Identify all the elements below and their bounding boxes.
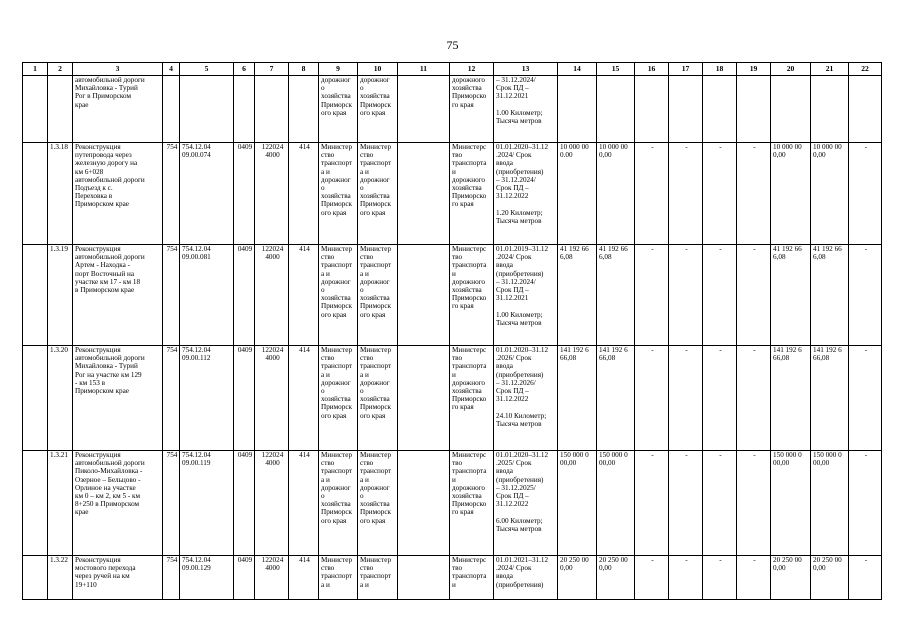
table-row <box>23 556 882 600</box>
table-cell <box>771 76 811 143</box>
table-cell <box>23 451 48 556</box>
table-cell: – 31.12.2024/ Срок ПД – 31.12.2021 1.00 Километр; Тысяча метров <box>494 76 558 143</box>
table-cell <box>597 76 635 143</box>
table-cell <box>23 346 48 451</box>
table-cell: Министерс тво транспорта и дорожного хозяйства Приморско го края <box>450 451 494 556</box>
table-cell: 0409 <box>234 245 255 346</box>
table-cell <box>23 76 48 143</box>
table-cell <box>811 76 849 143</box>
table-cell: 01.01.2021–31.12 .2024/ Срок ввода (приобретения) <box>494 556 558 600</box>
table-cell: 41 192 66 6,08 <box>811 245 849 346</box>
table-cell: 0409 <box>234 143 255 245</box>
table-cell: 20 250 00 0,00 <box>811 556 849 600</box>
table-cell <box>398 245 450 346</box>
table-cell: 414 <box>289 245 319 346</box>
table-cell: - <box>737 346 771 451</box>
page-number: 75 <box>446 38 459 52</box>
column-header: 13 <box>494 63 558 76</box>
table-cell: - <box>635 143 669 245</box>
column-header: 20 <box>771 63 811 76</box>
table-cell: 1.3.18 <box>48 143 73 245</box>
table-cell <box>48 76 73 143</box>
table-cell: дорожног о хозяйства Приморск ого края <box>319 76 358 143</box>
column-header: 21 <box>811 63 849 76</box>
table-cell <box>558 76 597 143</box>
table-cell: - <box>703 143 737 245</box>
table-cell: - <box>669 143 703 245</box>
table-cell: - <box>849 143 882 245</box>
table-cell: 41 192 66 6,08 <box>597 245 635 346</box>
table-cell: 754 <box>163 346 180 451</box>
table-cell <box>398 556 450 600</box>
table-cell: Министерс тво транспорта и дорожного хозяйства Приморско го края <box>450 346 494 451</box>
table-cell: - <box>669 245 703 346</box>
table-row <box>23 76 882 143</box>
table-cell: - <box>635 346 669 451</box>
table-cell: Министер ство транспорт а и дорожног о хозяйства Приморск ого края <box>358 346 398 451</box>
table-cell <box>635 76 669 143</box>
table-cell <box>234 76 255 143</box>
table-cell: Министер ство транспорт а и <box>319 556 358 600</box>
table-cell: Реконструкция автомобильной дороги Артем - Находка - порт Восточный на участке км 17 - км 18 в Приморском крае <box>73 245 163 346</box>
table-cell: 414 <box>289 346 319 451</box>
table-cell: - <box>703 451 737 556</box>
column-header: 10 <box>358 63 398 76</box>
table-cell <box>23 556 48 600</box>
table-cell: 10 000 00 0.00 <box>558 143 597 245</box>
table-cell: - <box>737 143 771 245</box>
table-cell: 01.01.2020–31.12 .2026/ Срок ввода (приобретения) – 31.12.2026/ Срок ПД – 31.12.2022 24.10 Километр; Тысяча метров <box>494 346 558 451</box>
table-cell: 122024 4000 <box>255 556 289 600</box>
table-cell <box>398 346 450 451</box>
table-cell: Министер ство транспорт а и дорожног о хозяйства Приморск ого края <box>319 451 358 556</box>
table-cell: - <box>737 245 771 346</box>
table-cell: 10 000 00 0,00 <box>597 143 635 245</box>
table-cell: - <box>703 556 737 600</box>
column-header: 22 <box>849 63 882 76</box>
table-cell <box>255 76 289 143</box>
table-cell: - <box>669 451 703 556</box>
table-cell: 754 <box>163 556 180 600</box>
table-cell: 10 000 00 0,00 <box>811 143 849 245</box>
table-cell: 41 192 66 6,08 <box>558 245 597 346</box>
table-cell: 1.3.20 <box>48 346 73 451</box>
column-header: 2 <box>48 63 73 76</box>
table-cell: Министерс тво транспорта и дорожного хозяйства Приморско го края <box>450 143 494 245</box>
table-cell: - <box>703 346 737 451</box>
table-cell: Реконструкция мостового перехода через ручей на км 19+110 <box>73 556 163 600</box>
table-cell: 41 192 66 6,08 <box>771 245 811 346</box>
table-cell: 141 192 6 66,08 <box>771 346 811 451</box>
table-cell: 754 <box>163 451 180 556</box>
column-header: 8 <box>289 63 319 76</box>
column-header: 11 <box>398 63 450 76</box>
column-header: 9 <box>319 63 358 76</box>
table-cell: 414 <box>289 451 319 556</box>
table-cell: автомобильной дороги Михайловка - Турий Рог в Приморском крае <box>73 76 163 143</box>
table-cell: Министерс тво транспорта и <box>450 556 494 600</box>
table-cell: - <box>849 451 882 556</box>
table-cell: 1.3.22 <box>48 556 73 600</box>
table-cell: 122024 4000 <box>255 143 289 245</box>
table-cell: - <box>669 346 703 451</box>
table-cell: 1.3.21 <box>48 451 73 556</box>
table-cell: - <box>737 556 771 600</box>
table-cell: 01.01.2020–31.12 .2024/ Срок ввода (приобретения) – 31.12.2024/ Срок ПД – 31.12.2022 1.20 Километр; Тысяча метров <box>494 143 558 245</box>
table-row <box>23 346 882 451</box>
column-header: 14 <box>558 63 597 76</box>
table-cell: 01.01.2020–31.12 .2025/ Срок ввода (приобретения) – 31.12.2025/ Срок ПД – 31.12.2022 6.00 Километр; Тысяча метров <box>494 451 558 556</box>
table-cell: 01.01.2019–31.12 .2024/ Срок ввода (приобретения) – 31.12.2024/ Срок ПД – 31.12.2021 1.00 Километр; Тысяча метров <box>494 245 558 346</box>
table-cell: 0409 <box>234 346 255 451</box>
budget-table <box>22 62 882 600</box>
table-row <box>23 451 882 556</box>
table-row <box>23 245 882 346</box>
table-cell <box>163 76 180 143</box>
table-cell: Министер ство транспорт а и дорожног о хозяйства Приморск ого края <box>358 143 398 245</box>
table-cell: 150 000 0 00,00 <box>597 451 635 556</box>
table-cell: 414 <box>289 143 319 245</box>
table-cell <box>23 143 48 245</box>
table-cell: - <box>635 556 669 600</box>
column-header: 1 <box>23 63 48 76</box>
table-cell: 0409 <box>234 556 255 600</box>
table-cell: 754 <box>163 143 180 245</box>
column-header: 18 <box>703 63 737 76</box>
table-cell <box>180 76 234 143</box>
table-cell <box>737 76 771 143</box>
table-cell: 122024 4000 <box>255 346 289 451</box>
table-cell: 150 000 0 00,00 <box>771 451 811 556</box>
table-cell: дорожного хозяйства Приморско го края <box>450 76 494 143</box>
column-header: 4 <box>163 63 180 76</box>
table-cell: Министер ство транспорт а и дорожног о хозяйства Приморск ого края <box>319 245 358 346</box>
table-cell: 141 192 6 66,08 <box>558 346 597 451</box>
table-cell: Министер ство транспорт а и дорожног о хозяйства Приморск ого края <box>358 451 398 556</box>
table-cell: 141 192 6 66,08 <box>597 346 635 451</box>
table-cell: 150 000 0 00,00 <box>811 451 849 556</box>
table-cell <box>398 143 450 245</box>
table-cell: Реконструкция автомобильной дороги Пиколо-Михайловка - Озерное – Бельцово - Орлиное на участке км 0 – км 2, км 5 - км 8+250 в Приморском крае <box>73 451 163 556</box>
table-cell: 754 <box>163 245 180 346</box>
table-cell <box>289 76 319 143</box>
table-cell: 0409 <box>234 451 255 556</box>
table-cell: Министер ство транспорт а и дорожног о хозяйства Приморск ого края <box>319 346 358 451</box>
table-cell: Министер ство транспорт а и <box>358 556 398 600</box>
table-cell: - <box>849 556 882 600</box>
table-cell <box>703 76 737 143</box>
header-row <box>23 63 882 76</box>
table-cell: Реконструкция путепровода через железную дорогу на км 6+028 автомобильной дороги Подъезд к с. Переховка в Приморском крае <box>73 143 163 245</box>
table-cell: 414 <box>289 556 319 600</box>
table-cell <box>23 245 48 346</box>
table-cell: 1.3.19 <box>48 245 73 346</box>
column-header: 5 <box>180 63 234 76</box>
table-cell: Министерс тво транспорта и дорожного хозяйства Приморско го края <box>450 245 494 346</box>
table-cell: 10 000 00 0,00 <box>771 143 811 245</box>
table-cell: - <box>849 346 882 451</box>
table-cell <box>849 76 882 143</box>
table-cell: 754.12.04 09.00.112 <box>180 346 234 451</box>
table-cell: 20 250 00 0,00 <box>771 556 811 600</box>
table-cell: - <box>703 245 737 346</box>
column-header: 6 <box>234 63 255 76</box>
table-cell: 754.12.04 09.00.081 <box>180 245 234 346</box>
table-cell <box>398 76 450 143</box>
column-header: 7 <box>255 63 289 76</box>
table-row <box>23 143 882 245</box>
column-header: 12 <box>450 63 494 76</box>
column-header: 17 <box>669 63 703 76</box>
table-cell: Реконструкция автомобильной дороги Михайловка - Турий Рог на участке км 129 - км 153 в Приморском крае <box>73 346 163 451</box>
table-cell: - <box>737 451 771 556</box>
column-header: 15 <box>597 63 635 76</box>
column-header: 3 <box>73 63 163 76</box>
table-cell: 141 192 6 66,08 <box>811 346 849 451</box>
table-cell: 754.12.04 09.00.074 <box>180 143 234 245</box>
table-cell: 754.12.04 09.00.129 <box>180 556 234 600</box>
table-cell: 150 000 0 00,00 <box>558 451 597 556</box>
table-cell: 20 250 00 0,00 <box>597 556 635 600</box>
table-cell: - <box>635 245 669 346</box>
table-cell: 122024 4000 <box>255 245 289 346</box>
table-cell: дорожног о хозяйства Приморск ого края <box>358 76 398 143</box>
table-cell: - <box>669 556 703 600</box>
table-cell: 20 250 00 0,00 <box>558 556 597 600</box>
table-cell: 122024 4000 <box>255 451 289 556</box>
table-cell: 754.12.04 09.00.119 <box>180 451 234 556</box>
table-cell: Министер ство транспорт а и дорожног о хозяйства Приморск ого края <box>319 143 358 245</box>
table-cell <box>669 76 703 143</box>
table-cell: - <box>635 451 669 556</box>
column-header: 19 <box>737 63 771 76</box>
column-header: 16 <box>635 63 669 76</box>
table-cell: Министер ство транспорт а и дорожног о хозяйства Приморск ого края <box>358 245 398 346</box>
table-cell: - <box>849 245 882 346</box>
table-cell <box>398 451 450 556</box>
